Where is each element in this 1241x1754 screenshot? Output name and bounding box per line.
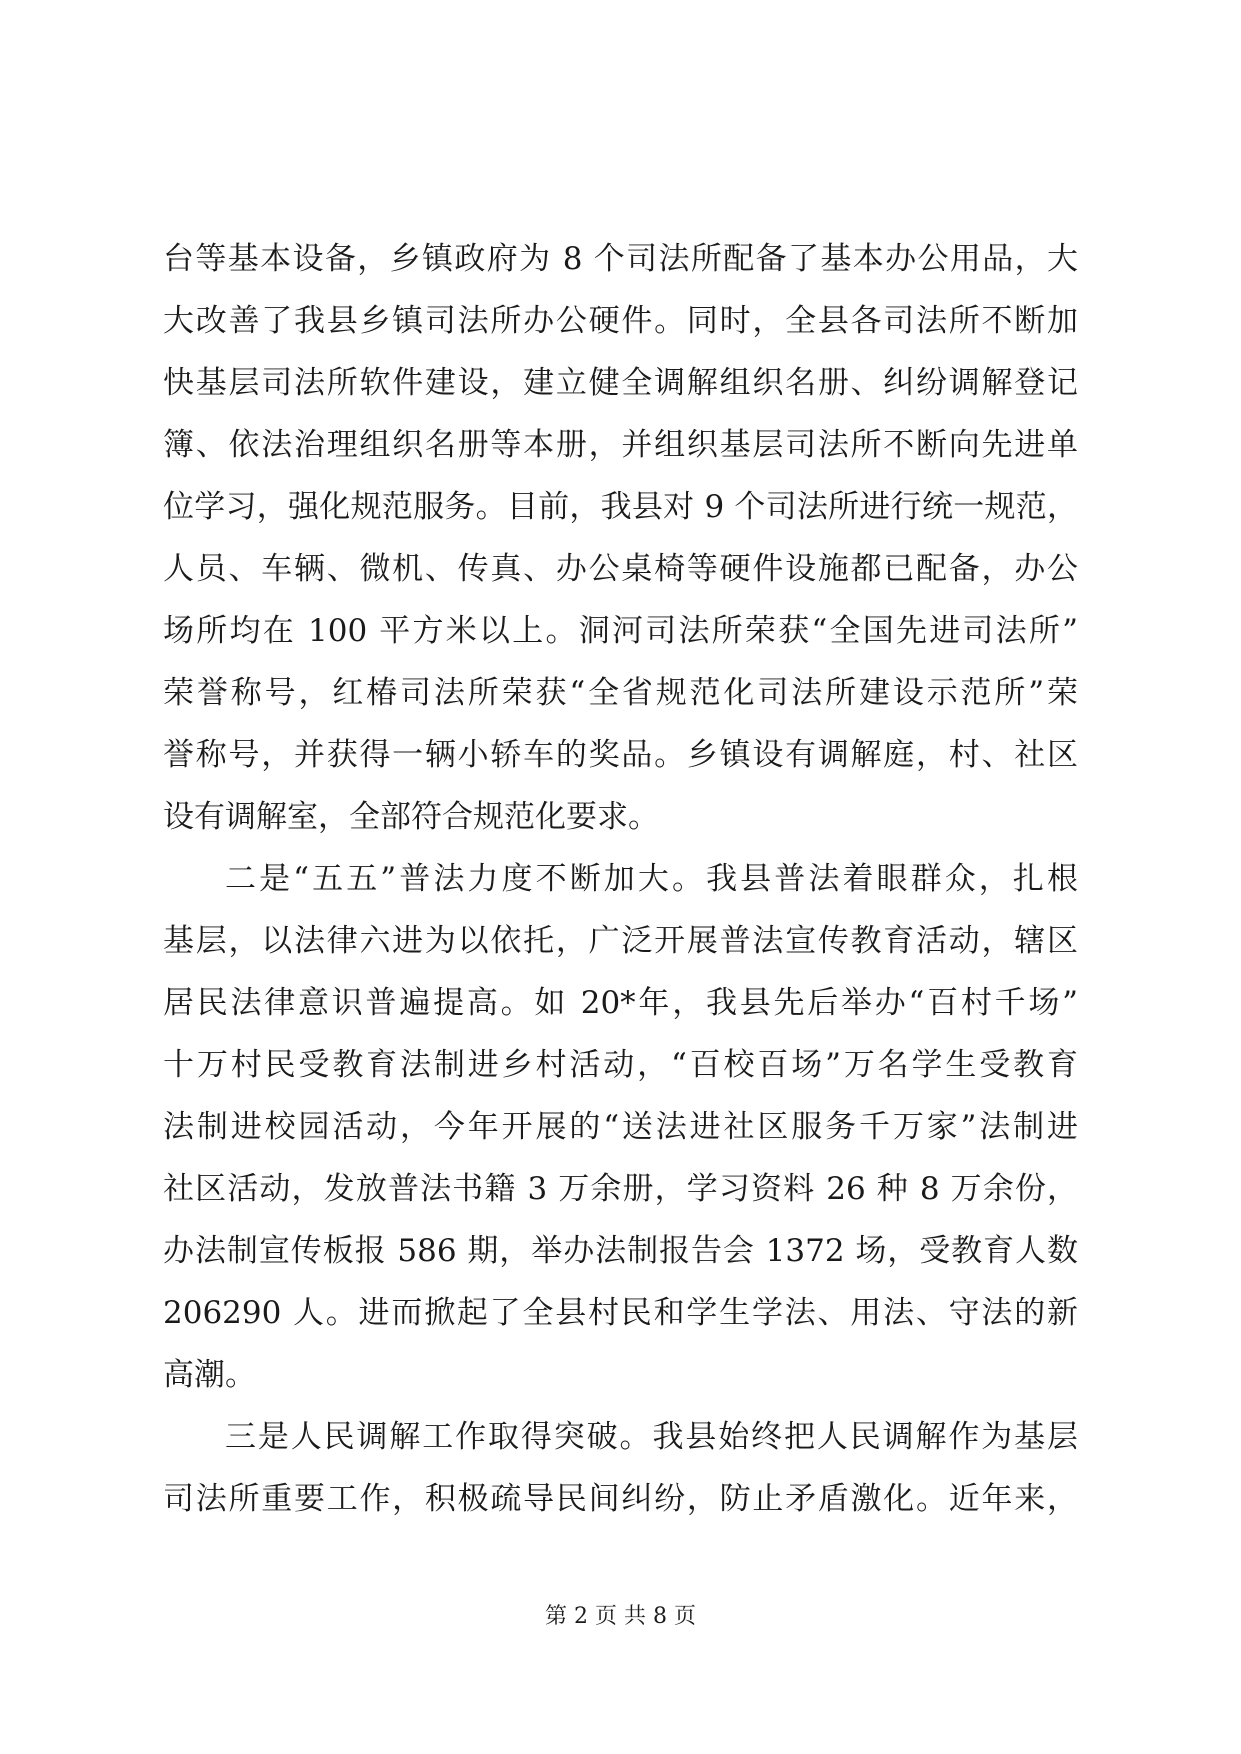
document-body <box>163 228 1078 1530</box>
text-line: 位学习，强化规范服务。目前，我县对 9 个司法所进行统一规范， <box>163 489 1078 525</box>
paragraph-start-line: 二是“五五”普法力度不断加大。我县普法着眼群众，扎根 <box>225 861 1078 897</box>
text-line: 誉称号，并获得一辆小轿车的奖品。乡镇设有调解庭，村、社区 <box>163 737 1078 773</box>
paragraph-start-line: 三是人民调解工作取得突破。我县始终把人民调解作为基层 <box>225 1419 1078 1455</box>
text-line: 司法所重要工作，积极疏导民间纠纷，防止矛盾激化。近年来， <box>163 1481 1078 1517</box>
page-footer: 第 2 页 共 8 页 <box>545 1604 696 1629</box>
text-line: 大改善了我县乡镇司法所办公硬件。同时，全县各司法所不断加 <box>163 303 1078 339</box>
text-line: 社区活动，发放普法书籍 3 万余册，学习资料 26 种 8 万余份， <box>163 1171 1078 1207</box>
text-line: 居民法律意识普遍提高。如 20*年，我县先后举办“百村千场” <box>163 985 1078 1021</box>
text-line: 办法制宣传板报 586 期，举办法制报告会 1372 场，受教育人数 <box>163 1233 1078 1269</box>
text-line: 台等基本设备，乡镇政府为 8 个司法所配备了基本办公用品，大 <box>163 241 1078 277</box>
text-line: 法制进校园活动，今年开展的“送法进社区服务千万家”法制进 <box>163 1109 1078 1145</box>
text-line: 簿、依法治理组织名册等本册，并组织基层司法所不断向先进单 <box>163 427 1078 463</box>
text-line: 快基层司法所软件建设，建立健全调解组织名册、纠纷调解登记 <box>163 365 1078 401</box>
text-line: 基层，以法律六进为以依托，广泛开展普法宣传教育活动，辖区 <box>163 923 1078 959</box>
text-line: 场所均在 100 平方米以上。洞河司法所荣获“全国先进司法所” <box>163 613 1078 649</box>
text-line: 206290 人。进而掀起了全县村民和学生学法、用法、守法的新 <box>163 1295 1078 1331</box>
text-line: 十万村民受教育法制进乡村活动，“百校百场”万名学生受教育 <box>163 1047 1078 1083</box>
text-line: 设有调解室，全部符合规范化要求。 <box>163 799 659 835</box>
text-line: 人员、车辆、微机、传真、办公桌椅等硬件设施都已配备，办公 <box>163 551 1078 587</box>
text-line: 荣誉称号，红椿司法所荣获“全省规范化司法所建设示范所”荣 <box>163 675 1078 711</box>
text-line: 高潮。 <box>163 1357 256 1393</box>
